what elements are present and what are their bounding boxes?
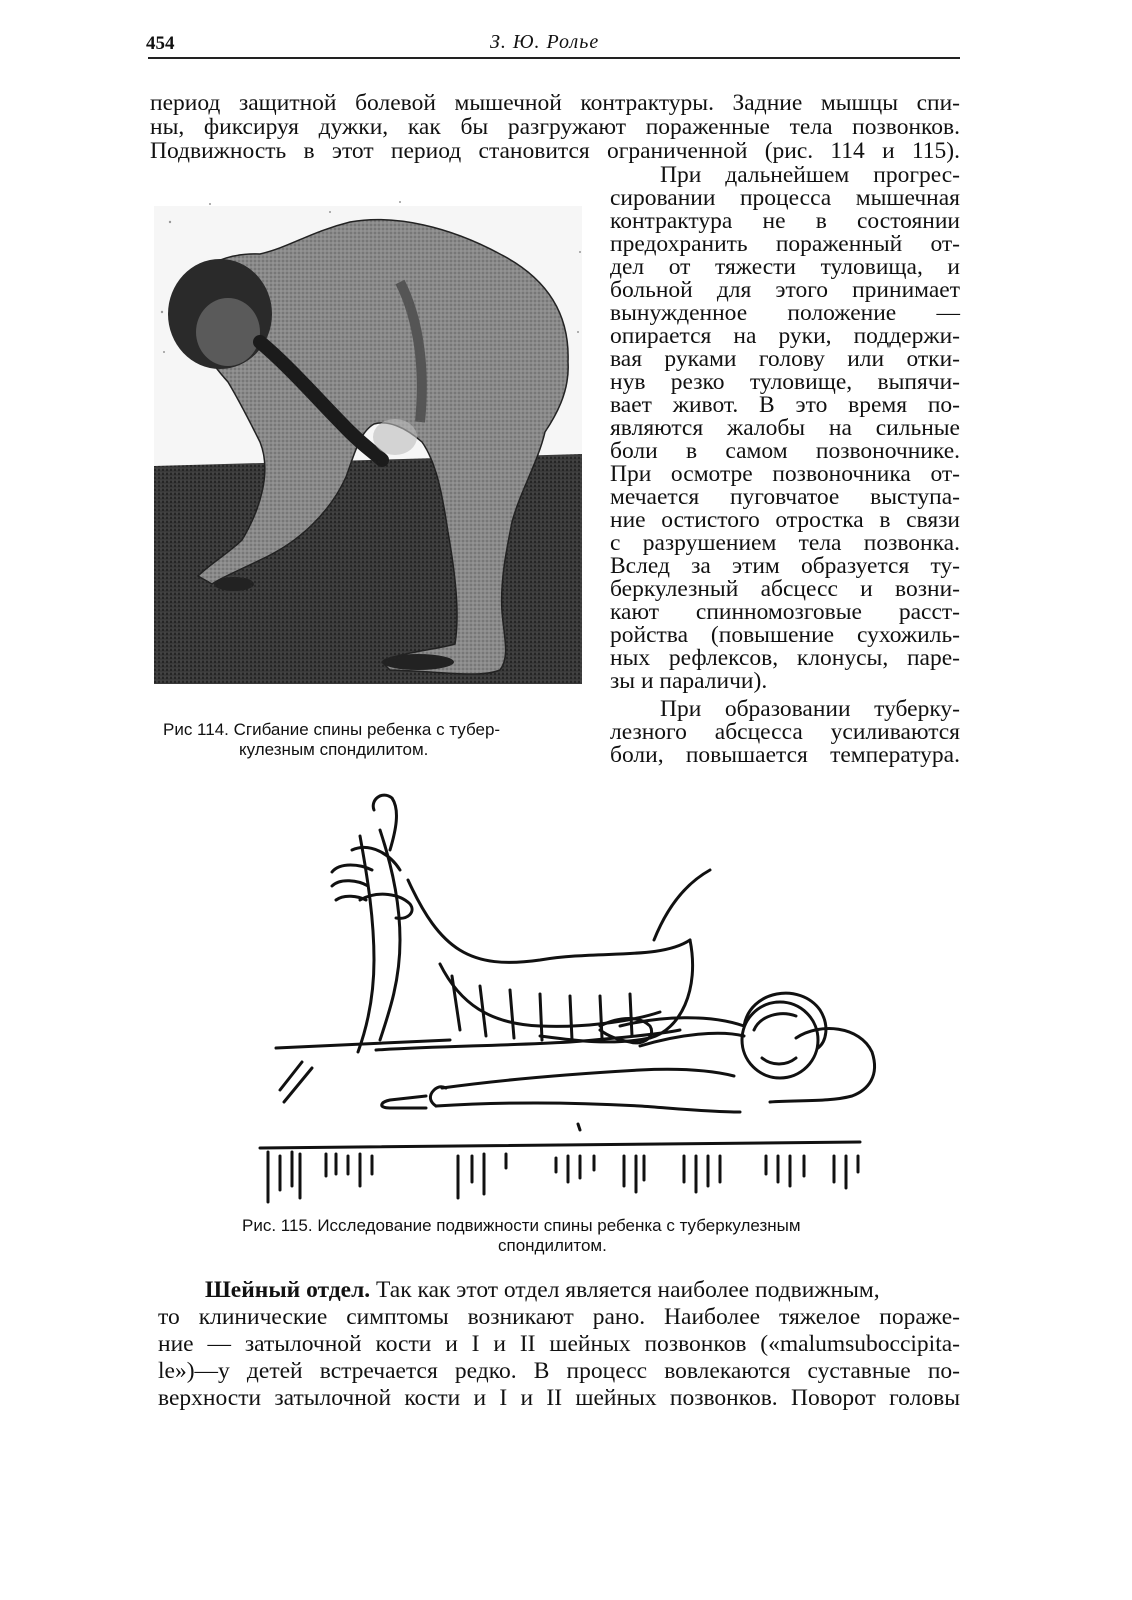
column-line: зы и параличи). [610, 668, 768, 694]
column-line: ных рефлексов, клонусы, паре- [610, 645, 960, 671]
column-line: Вслед за этим образуется ту- [610, 553, 960, 579]
cervical-line-text: Так как этот отдел является наиболее подвижным, [376, 1277, 880, 1303]
column-line: нув резко туловище, выпячи- [610, 369, 960, 395]
running-head: З. Ю. Ролье [490, 31, 600, 53]
figure-114-caption: Рис 114. Сгибание спины ребенка с тубер- [163, 720, 501, 739]
cervical-line: ние — затылочной кости и I и II шейных позвонков («malumsuboccipita- [158, 1331, 960, 1357]
column-line: вая руками голову или отки- [610, 346, 960, 372]
intro-line: ны, фиксируя дужки, как бы разгружают пораженные тела позвонков. [150, 114, 960, 140]
figure-115-caption: Рис. 115. Исследование подвижности спины ребенка с туберкулезным [242, 1216, 801, 1235]
section-heading: Шейный отдел. [205, 1277, 371, 1303]
column-line: беркулезный абсцесс и возни- [610, 576, 960, 602]
intro-line: Подвижность в этот период становится ограниченной (рис. 114 и 115). [150, 138, 960, 164]
cervical-line: то клинические симптомы возникают рано. Наиболее тяжелое пораже- [158, 1304, 960, 1330]
column-line: При образовании туберку- [660, 696, 960, 722]
column-line: контрактура не в состоянии [610, 208, 960, 234]
column-line: являются жалобы на сильные [610, 415, 960, 441]
column-line: вынужденное положение — [610, 300, 960, 326]
column-line: боли в самом позвоночнике. [610, 438, 960, 464]
column-line: предохранить пораженный от- [610, 231, 960, 257]
column-line: При дальнейшем прогрес- [660, 162, 960, 188]
column-line: мечается пуговчатое выступа- [610, 484, 960, 510]
column-line: кают спинномозговые расст- [610, 599, 960, 625]
column-line: дел от тяжести туловища, и [610, 254, 960, 280]
cervical-line: le»)—у детей встречается редко. В процесс вовлекаются суставные по- [158, 1358, 960, 1384]
column-line: ройства (повышение сухожиль- [610, 622, 960, 648]
column-line: опирается на руки, поддержи- [610, 323, 960, 349]
page-number: 454 [146, 33, 175, 54]
figure-115-drawing [240, 790, 880, 1205]
column-line: боли, повышается температура. [610, 742, 960, 768]
column-line: вает живот. В это время по- [610, 392, 960, 418]
column-line: сировании процесса мышечная [610, 185, 960, 211]
column-line: с разрушением тела позвонка. [610, 530, 960, 556]
figure-114-caption: кулезным спондилитом. [239, 740, 429, 759]
column-line: ние остистого отростка в связи [610, 507, 960, 533]
intro-line: период защитной болевой мышечной контрактуры. Задние мышцы спи- [150, 90, 960, 116]
figure-114-photo [150, 192, 588, 687]
cervical-line: верхности затылочной кости и I и II шейных позвонков. Поворот головы [158, 1385, 960, 1411]
column-line: больной для этого принимает [610, 277, 960, 303]
cervical-first-line [205, 1277, 960, 1303]
figure-115-caption: спондилитом. [498, 1236, 607, 1255]
header-rule [148, 57, 960, 59]
column-line: При осмотре позвоночника от- [610, 461, 960, 487]
column-line: лезного абсцесса усиливаются [610, 719, 960, 745]
